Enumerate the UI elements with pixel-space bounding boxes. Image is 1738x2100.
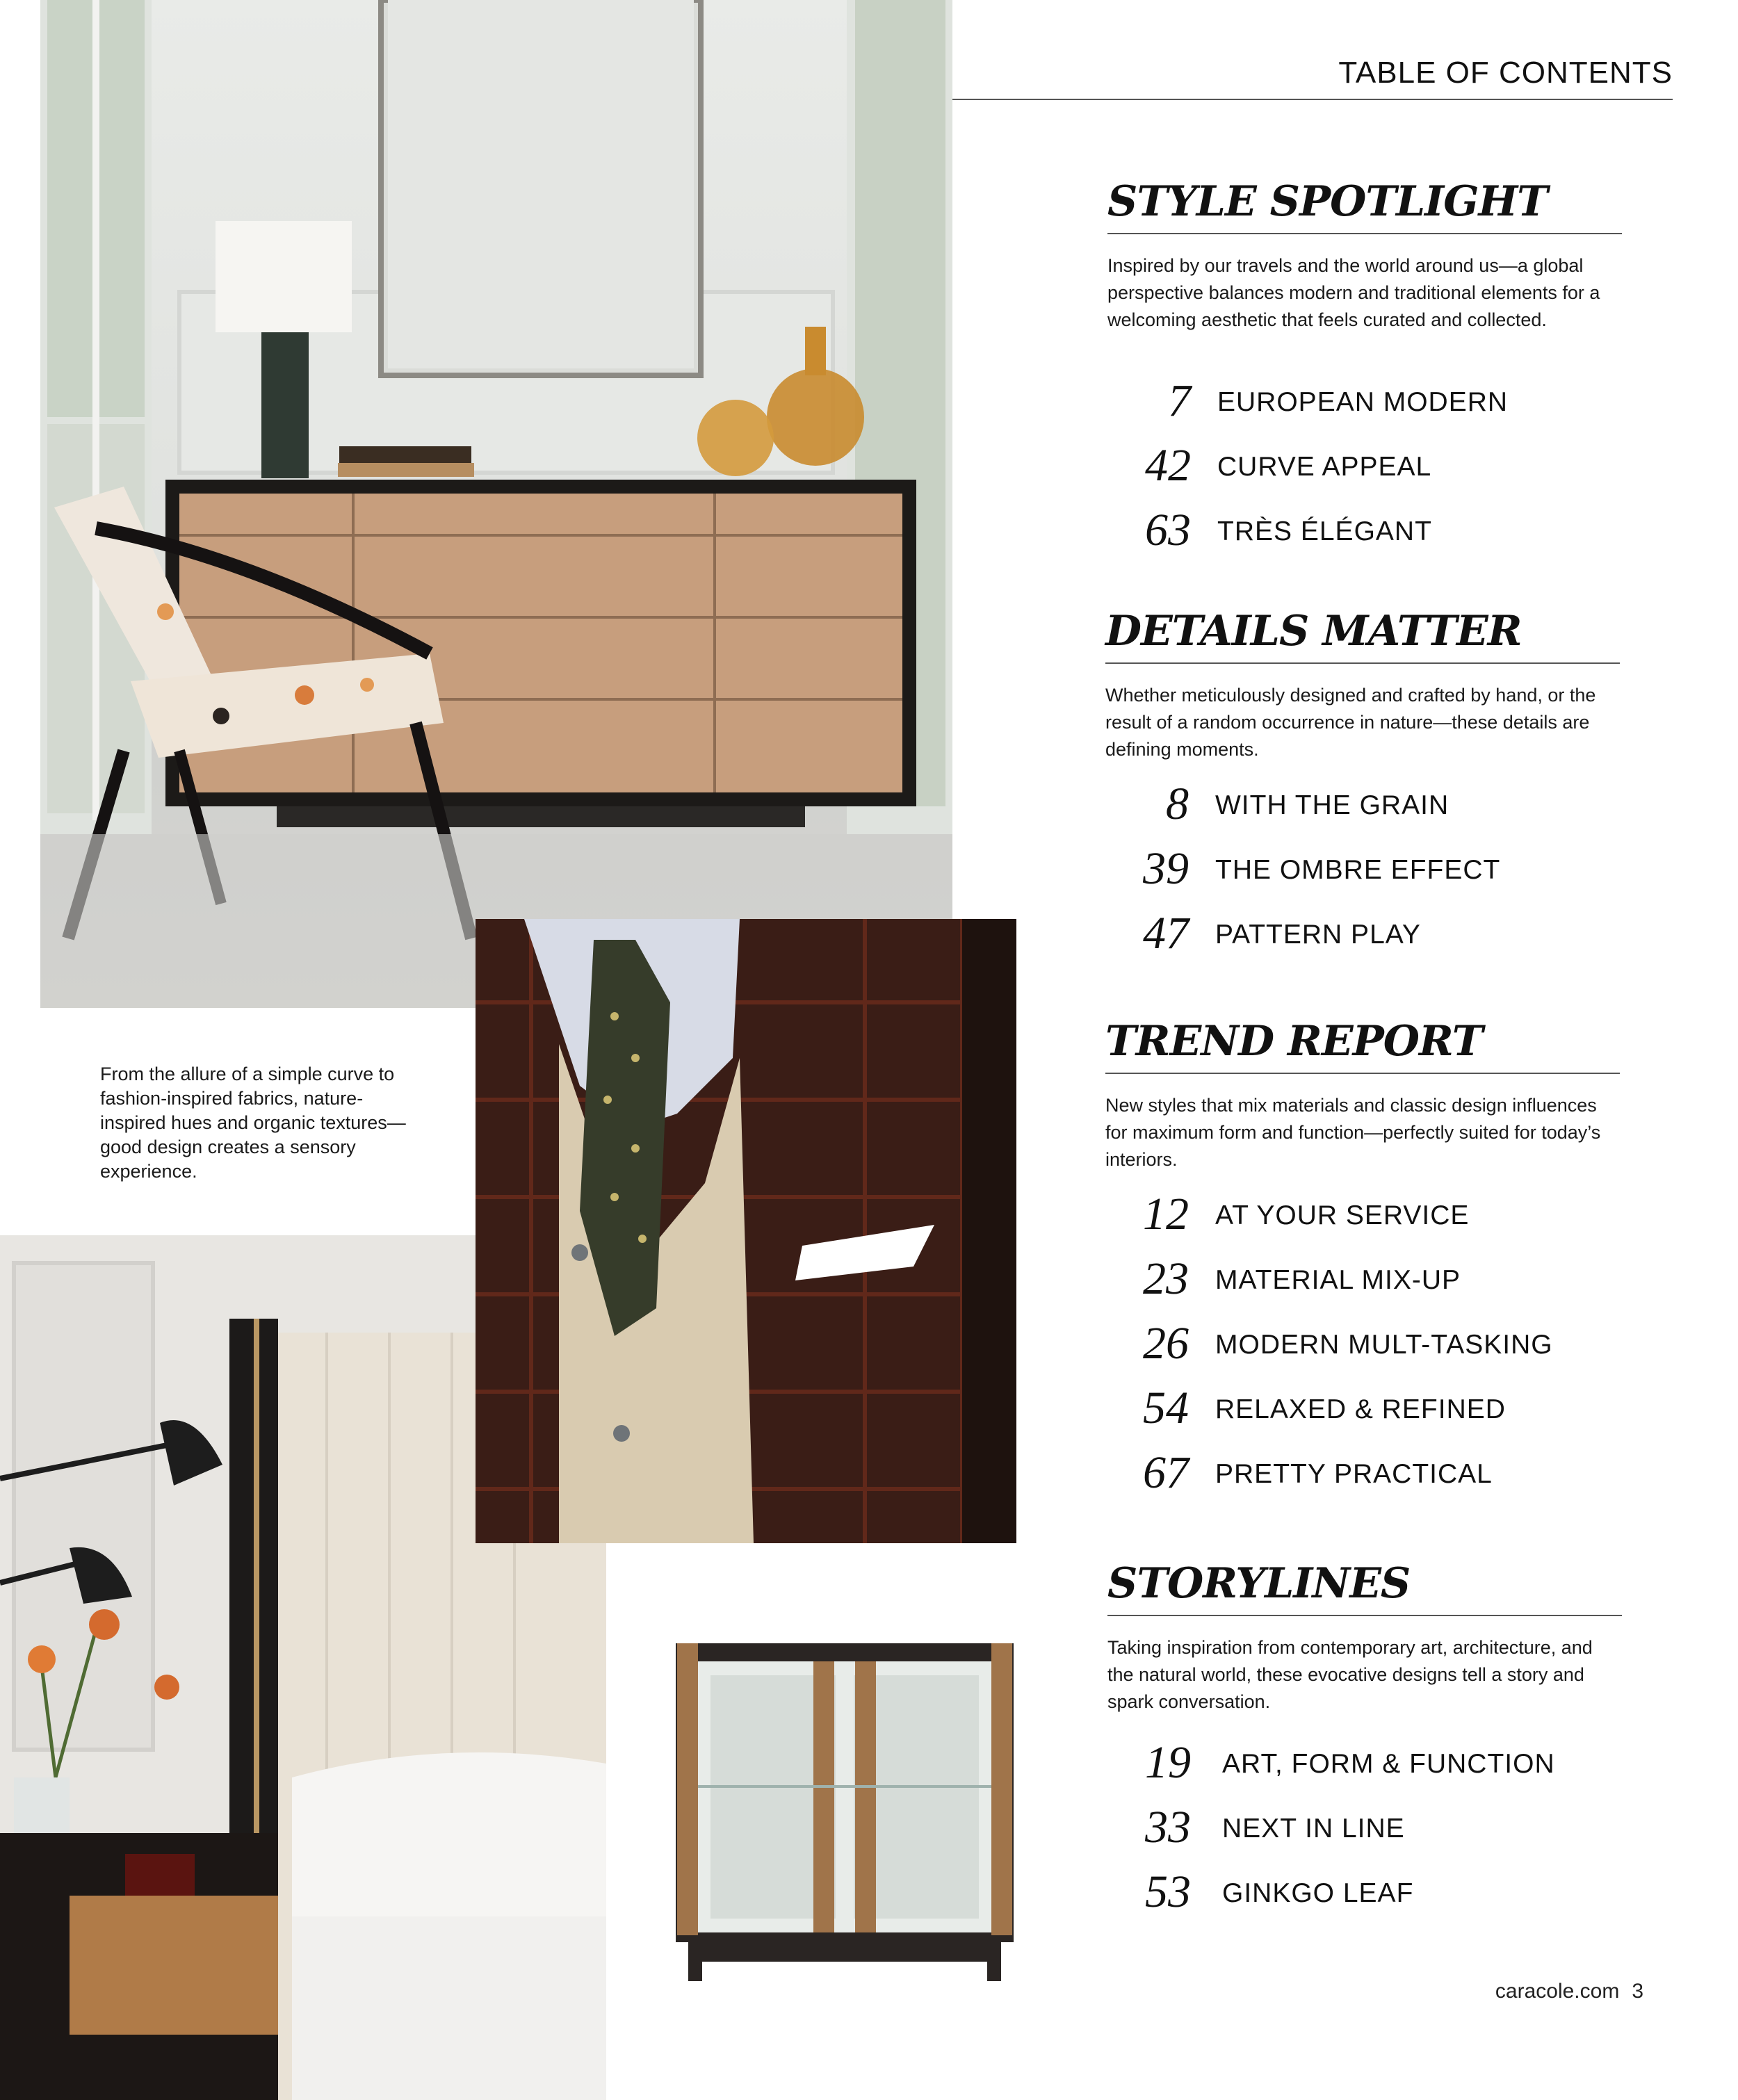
section-style-spotlight: [1107, 177, 1622, 555]
toc-entry[interactable]: [1105, 1381, 1620, 1443]
toc-entry[interactable]: [1107, 1735, 1622, 1798]
section-description: Inspired by our travels and the world around us—a global perspective balances modern and traditional elements for a welcoming aesthetic that feels curated and collected.: [1107, 255, 1600, 330]
toc-entry[interactable]: [1105, 841, 1620, 904]
section-description: New styles that mix materials and classic design influences for maximum form and function—perfectly suited for today’s interiors.: [1105, 1095, 1601, 1170]
entry-title: CURVE APPEAL: [1217, 452, 1432, 482]
entry-title: EUROPEAN MODERN: [1217, 387, 1509, 417]
toc-entry[interactable]: [1105, 776, 1620, 839]
section-divider: [1107, 233, 1622, 234]
entry-title: PRETTY PRACTICAL: [1215, 1459, 1493, 1489]
section-title: STORYLINES: [1107, 1559, 1411, 1608]
entry-title: RELAXED & REFINED: [1215, 1394, 1506, 1424]
page-number: 26: [1143, 1318, 1189, 1369]
entry-title: WITH THE GRAIN: [1215, 790, 1449, 820]
toc-entry[interactable]: [1105, 1445, 1620, 1508]
toc-entry[interactable]: [1105, 1251, 1620, 1314]
page-number: 23: [1143, 1253, 1189, 1304]
section-title: TREND REPORT: [1105, 1017, 1483, 1066]
page-number: 47: [1143, 908, 1189, 959]
page-number-footer: 3: [1632, 1980, 1643, 2003]
section-details-matter: [1105, 607, 1620, 959]
entry-title: ART, FORM & FUNCTION: [1222, 1749, 1555, 1779]
page-number: 53: [1145, 1866, 1191, 1917]
page-number: 7: [1168, 375, 1191, 426]
section-description: Taking inspiration from contemporary art, architecture, and the natural world, these evocative designs tell a story and spark conversation.: [1107, 1637, 1593, 1712]
toc-entry[interactable]: [1107, 373, 1622, 436]
page-number: 33: [1145, 1802, 1191, 1853]
page-number: 39: [1143, 843, 1189, 894]
toc-entry[interactable]: [1107, 1800, 1622, 1862]
toc-entry[interactable]: [1107, 503, 1622, 565]
entry-title: MATERIAL MIX-UP: [1215, 1265, 1461, 1295]
section-description: Whether meticulously designed and crafted by hand, or the result of a random occurrence in nature—these details are defining moments.: [1105, 685, 1596, 760]
section-title: DETAILS MATTER: [1105, 607, 1522, 656]
toc-entry[interactable]: [1105, 1187, 1620, 1249]
entry-title: TRÈS ÉLÉGANT: [1217, 516, 1432, 546]
entry-title: NEXT IN LINE: [1222, 1814, 1405, 1843]
section-trend-report: [1105, 1017, 1620, 1498]
plaid-suit-photo: [476, 919, 1016, 1543]
section-title: STYLE SPOTLIGHT: [1107, 177, 1548, 226]
display-cabinet-photo: [667, 1634, 1022, 1981]
page-number: 42: [1145, 440, 1191, 491]
page-number: 8: [1166, 779, 1189, 829]
page-number: 54: [1143, 1383, 1189, 1433]
entry-title: AT YOUR SERVICE: [1215, 1200, 1470, 1230]
entry-title: PATTERN PLAY: [1215, 920, 1421, 950]
page-number: 67: [1143, 1447, 1189, 1498]
header-divider: [952, 99, 1673, 100]
toc-entry[interactable]: [1105, 1316, 1620, 1378]
section-divider: [1107, 1615, 1622, 1616]
section-storylines: [1107, 1559, 1622, 1917]
toc-header-title: TABLE OF CONTENTS: [1338, 56, 1673, 90]
page-number: 12: [1143, 1189, 1189, 1239]
website-link[interactable]: caracole.com: [1495, 1980, 1620, 2003]
entry-title: THE OMBRE EFFECT: [1215, 855, 1501, 885]
entry-title: MODERN MULT-TASKING: [1215, 1330, 1553, 1360]
intro-caption: From the allure of a simple curve to fashion-inspired fabrics, nature-inspired hues and organic textures— good design creates a sensory experience.: [100, 1064, 406, 1182]
entry-title: GINKGO LEAF: [1222, 1878, 1414, 1908]
toc-entry[interactable]: [1107, 1864, 1622, 1927]
toc-entry[interactable]: [1107, 438, 1622, 500]
section-divider: [1105, 662, 1620, 664]
section-divider: [1105, 1073, 1620, 1074]
page-footer: [1495, 1980, 1643, 2003]
dresser-room-photo: [40, 0, 952, 1008]
page-number: 19: [1145, 1737, 1191, 1788]
page-number: 63: [1145, 505, 1191, 555]
toc-entry[interactable]: [1105, 906, 1620, 968]
